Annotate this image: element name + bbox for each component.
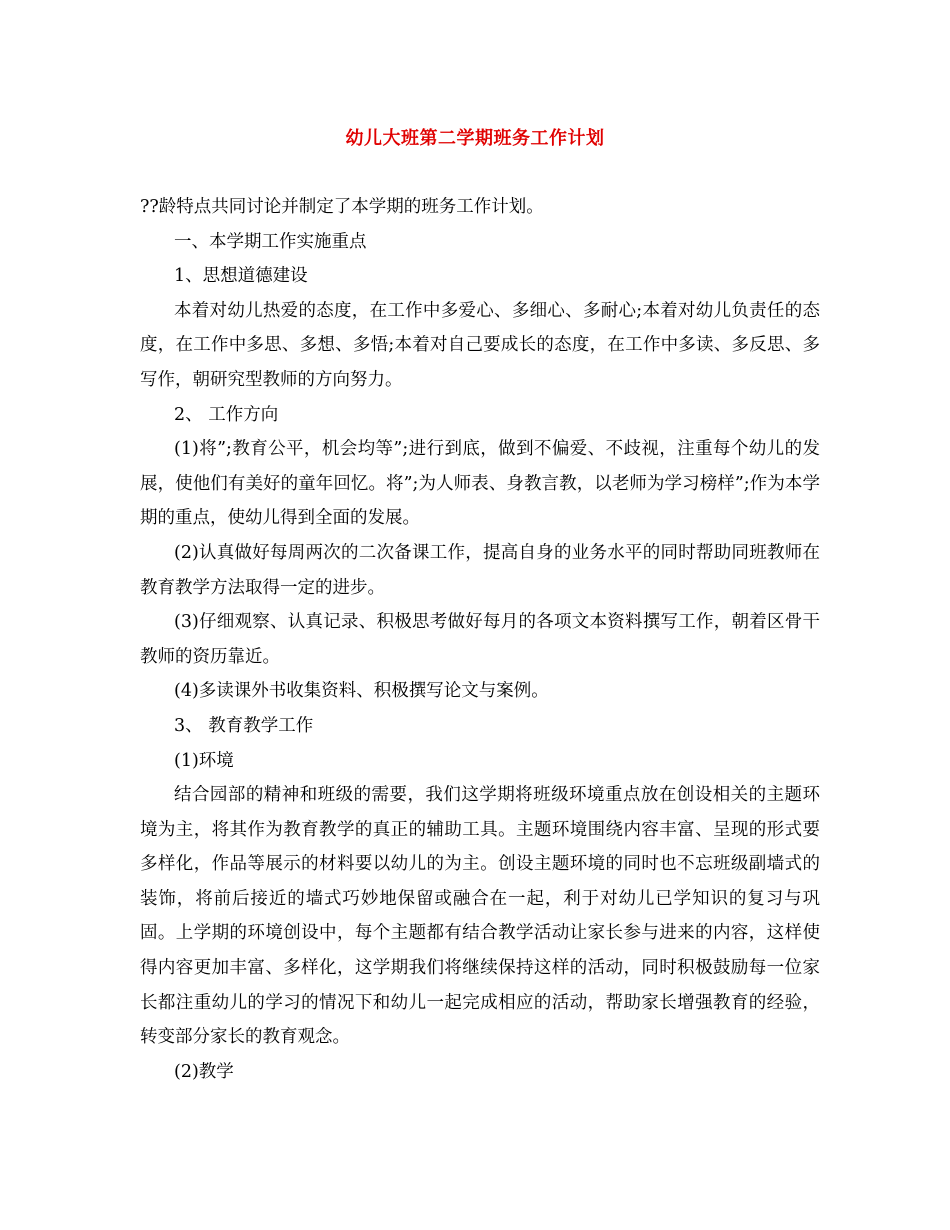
paragraph: (1)环境 bbox=[174, 750, 234, 771]
paragraph: 本着对幼儿热爱的态度，在工作中多爱心、多细心、多耐心;本着对幼儿负责任的态度，在工作中多思、多想、多悟;本着对自己要成长的态度，在工作中多读、多反思、多写作，朝研究型教师的方向努力。 bbox=[140, 300, 820, 390]
document-body bbox=[140, 190, 820, 1089]
paragraph: (3)仔细观察、认真记录、积极思考做好每月的各项文本资料撰写工作，朝着区骨干教师的资历靠近。 bbox=[140, 612, 820, 667]
paragraph: 3、 教育教学工作 bbox=[174, 715, 314, 736]
paragraph: (2)教学 bbox=[174, 1061, 234, 1082]
paragraph: (4)多读课外书收集资料、积极撰写论文与案例。 bbox=[174, 681, 549, 702]
paragraph: 2、 工作方向 bbox=[174, 404, 279, 425]
paragraph: (1)将”;教育公平，机会均等”;进行到底，做到不偏爱、不歧视，注重每个幼儿的发展，使他们有美好的童年回忆。将”;为人师表、身教言教，以老师为学习榜样”;作为本学期的重点，使幼儿得到全面的发展。 bbox=[140, 439, 820, 529]
paragraph: 结合园部的精神和班级的需要，我们这学期将班级环境重点放在创设相关的主题环境为主，将其作为教育教学的真正的辅助工具。主题环境围绕内容丰富、呈现的形式要多样化，作品等展示的材料要以幼儿的为主。创设主题环境的同时也不忘班级副墙式的装饰，将前后接近的墙式巧妙地保留或融合在一起，利于对幼儿已学知识的复习与巩固。上学期的环境创设中，每个主题都有结合教学活动让家长参与进来的内容，这样使得内容更加丰富、多样化，这学期我们将继续保持这样的活动，同时积极鼓励每一位家长都注重幼儿的学习的情况下和幼儿一起完成相应的活动，帮助家长增强教育的经验，转变部分家长的教育观念。 bbox=[140, 785, 820, 1048]
paragraph: (2)认真做好每周两次的二次备课工作，提高自身的业务水平的同时帮助同班教师在教育教学方法取得一定的进步。 bbox=[140, 542, 820, 598]
paragraph: 1、思想道德建设 bbox=[174, 266, 308, 287]
document-title: 幼儿大班第二学期班务工作计划 bbox=[345, 128, 605, 149]
paragraph: ??龄特点共同讨论并制定了本学期的班务工作计划。 bbox=[140, 197, 544, 217]
paragraph: 一、本学期工作实施重点 bbox=[174, 231, 367, 252]
